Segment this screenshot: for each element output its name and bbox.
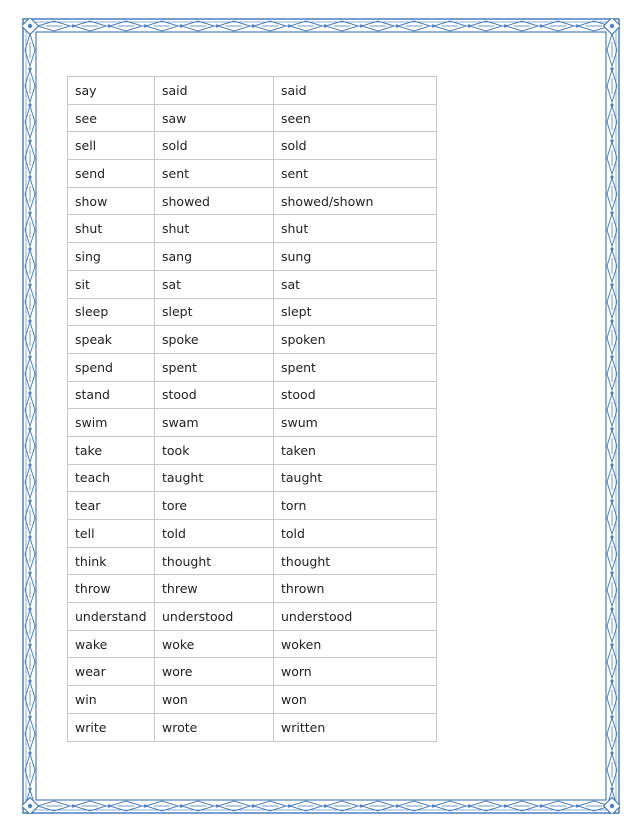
verb-row bbox=[68, 298, 437, 326]
verb-row bbox=[68, 658, 437, 686]
past-participle-cell: shut bbox=[274, 215, 437, 243]
past-simple-cell: told bbox=[155, 520, 274, 548]
base-form-cell: spend bbox=[68, 353, 155, 381]
verb-row bbox=[68, 270, 437, 298]
base-form-cell: stand bbox=[68, 381, 155, 409]
irregular-verbs-table bbox=[67, 76, 437, 742]
past-simple-cell: spent bbox=[155, 353, 274, 381]
past-participle-cell: thrown bbox=[274, 575, 437, 603]
base-form-cell: teach bbox=[68, 464, 155, 492]
past-participle-cell: stood bbox=[274, 381, 437, 409]
past-participle-cell: said bbox=[274, 77, 437, 105]
base-form-cell: send bbox=[68, 160, 155, 188]
past-simple-cell: thought bbox=[155, 547, 274, 575]
verb-row bbox=[68, 215, 437, 243]
past-participle-cell: understood bbox=[274, 603, 437, 631]
base-form-cell: think bbox=[68, 547, 155, 575]
verb-row bbox=[68, 353, 437, 381]
base-form-cell: sell bbox=[68, 132, 155, 160]
verb-row bbox=[68, 77, 437, 105]
verb-row bbox=[68, 132, 437, 160]
base-form-cell: see bbox=[68, 104, 155, 132]
past-participle-cell: sold bbox=[274, 132, 437, 160]
past-participle-cell: swum bbox=[274, 409, 437, 437]
base-form-cell: say bbox=[68, 77, 155, 105]
past-participle-cell: spoken bbox=[274, 326, 437, 354]
past-participle-cell: spent bbox=[274, 353, 437, 381]
verb-row bbox=[68, 575, 437, 603]
verb-row bbox=[68, 630, 437, 658]
past-simple-cell: wore bbox=[155, 658, 274, 686]
past-participle-cell: worn bbox=[274, 658, 437, 686]
past-simple-cell: showed bbox=[155, 187, 274, 215]
past-participle-cell: woken bbox=[274, 630, 437, 658]
base-form-cell: sing bbox=[68, 243, 155, 271]
past-simple-cell: swam bbox=[155, 409, 274, 437]
past-participle-cell: torn bbox=[274, 492, 437, 520]
past-simple-cell: threw bbox=[155, 575, 274, 603]
verb-row bbox=[68, 160, 437, 188]
base-form-cell: swim bbox=[68, 409, 155, 437]
verb-row bbox=[68, 547, 437, 575]
verb-table-body bbox=[68, 77, 437, 742]
past-participle-cell: taught bbox=[274, 464, 437, 492]
past-simple-cell: taught bbox=[155, 464, 274, 492]
base-form-cell: speak bbox=[68, 326, 155, 354]
verb-row bbox=[68, 713, 437, 741]
base-form-cell: sleep bbox=[68, 298, 155, 326]
base-form-cell: tell bbox=[68, 520, 155, 548]
past-participle-cell: showed/shown bbox=[274, 187, 437, 215]
past-simple-cell: woke bbox=[155, 630, 274, 658]
past-participle-cell: taken bbox=[274, 436, 437, 464]
base-form-cell: show bbox=[68, 187, 155, 215]
past-participle-cell: sat bbox=[274, 270, 437, 298]
verb-row bbox=[68, 409, 437, 437]
past-participle-cell: sung bbox=[274, 243, 437, 271]
base-form-cell: take bbox=[68, 436, 155, 464]
verb-row bbox=[68, 381, 437, 409]
past-simple-cell: spoke bbox=[155, 326, 274, 354]
verb-row bbox=[68, 464, 437, 492]
past-participle-cell: told bbox=[274, 520, 437, 548]
base-form-cell: sit bbox=[68, 270, 155, 298]
verb-row bbox=[68, 243, 437, 271]
verb-row bbox=[68, 187, 437, 215]
past-participle-cell: sent bbox=[274, 160, 437, 188]
base-form-cell: shut bbox=[68, 215, 155, 243]
past-participle-cell: seen bbox=[274, 104, 437, 132]
verb-row bbox=[68, 520, 437, 548]
past-participle-cell: thought bbox=[274, 547, 437, 575]
past-simple-cell: won bbox=[155, 686, 274, 714]
past-simple-cell: wrote bbox=[155, 713, 274, 741]
base-form-cell: wake bbox=[68, 630, 155, 658]
past-participle-cell: slept bbox=[274, 298, 437, 326]
past-simple-cell: stood bbox=[155, 381, 274, 409]
verb-row bbox=[68, 492, 437, 520]
base-form-cell: throw bbox=[68, 575, 155, 603]
past-participle-cell: written bbox=[274, 713, 437, 741]
past-simple-cell: sang bbox=[155, 243, 274, 271]
past-simple-cell: slept bbox=[155, 298, 274, 326]
base-form-cell: understand bbox=[68, 603, 155, 631]
base-form-cell: wear bbox=[68, 658, 155, 686]
past-simple-cell: saw bbox=[155, 104, 274, 132]
base-form-cell: tear bbox=[68, 492, 155, 520]
base-form-cell: win bbox=[68, 686, 155, 714]
verb-row bbox=[68, 686, 437, 714]
base-form-cell: write bbox=[68, 713, 155, 741]
past-participle-cell: won bbox=[274, 686, 437, 714]
past-simple-cell: shut bbox=[155, 215, 274, 243]
past-simple-cell: said bbox=[155, 77, 274, 105]
past-simple-cell: sold bbox=[155, 132, 274, 160]
past-simple-cell: sat bbox=[155, 270, 274, 298]
past-simple-cell: sent bbox=[155, 160, 274, 188]
past-simple-cell: understood bbox=[155, 603, 274, 631]
verb-row bbox=[68, 436, 437, 464]
past-simple-cell: tore bbox=[155, 492, 274, 520]
past-simple-cell: took bbox=[155, 436, 274, 464]
verb-row bbox=[68, 326, 437, 354]
verb-row bbox=[68, 603, 437, 631]
verb-row bbox=[68, 104, 437, 132]
